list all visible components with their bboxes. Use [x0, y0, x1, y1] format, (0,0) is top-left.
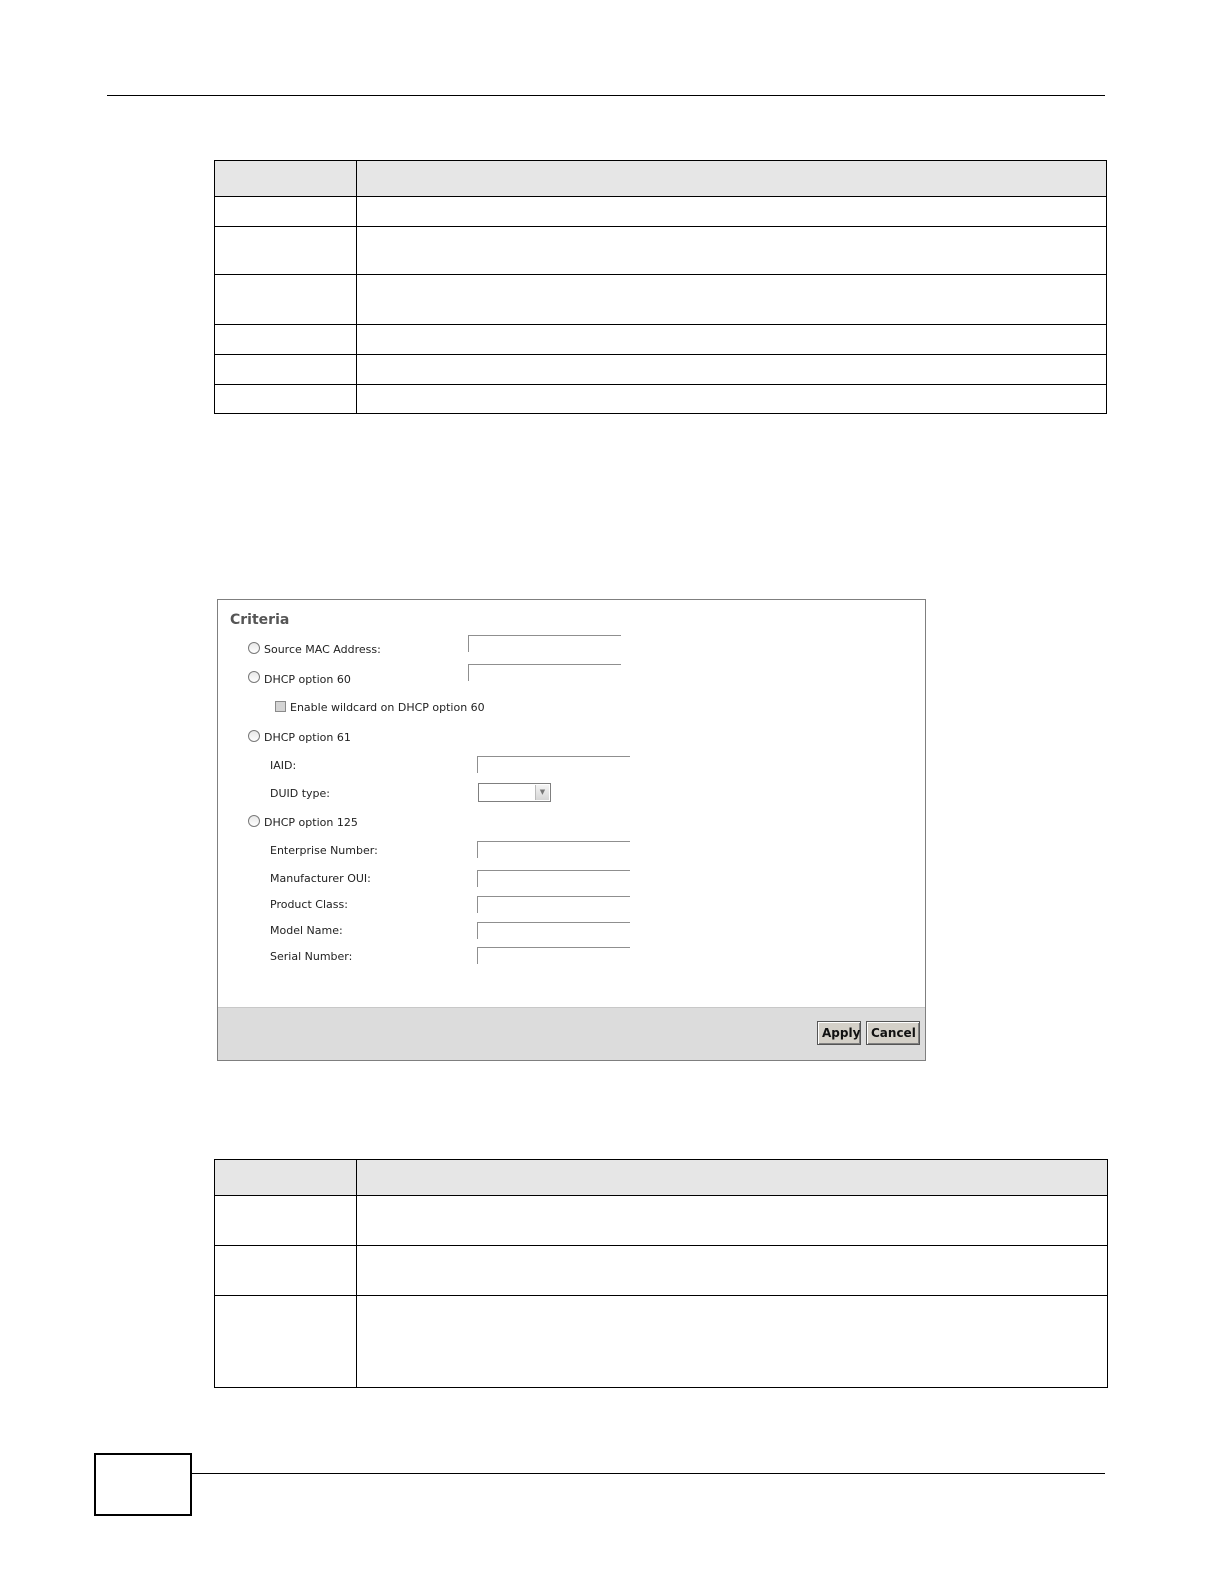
model-name-label: Model Name: — [270, 924, 343, 937]
dhcp61-label: DHCP option 61 — [264, 731, 351, 744]
table-row — [215, 275, 1107, 325]
chevron-down-icon[interactable]: ▼ — [535, 785, 549, 800]
manufacturer-oui-label: Manufacturer OUI: — [270, 872, 371, 885]
wildcard-label: Enable wildcard on DHCP option 60 — [290, 701, 485, 714]
duid-type-label: DUID type: — [270, 787, 331, 800]
bottom-table — [214, 1159, 1108, 1388]
iaid-label: IAID: — [270, 759, 297, 772]
product-class-label: Product Class: — [270, 898, 348, 911]
table-row — [215, 1296, 1108, 1388]
source-mac-label: Source MAC Address: — [264, 643, 381, 656]
header-rule — [107, 95, 1105, 96]
table-header-row — [215, 1160, 1108, 1196]
dhcp125-radio[interactable] — [248, 815, 260, 827]
enterprise-number-input[interactable] — [477, 841, 630, 858]
apply-button[interactable]: Apply — [817, 1021, 861, 1045]
table-row — [215, 1196, 1108, 1246]
model-name-input[interactable] — [477, 922, 630, 939]
dhcp125-label: DHCP option 125 — [264, 816, 358, 829]
page-number-box — [94, 1453, 192, 1516]
enterprise-number-label: Enterprise Number: — [270, 844, 378, 857]
footer-rule — [192, 1473, 1105, 1474]
dhcp60-input[interactable] — [468, 664, 621, 681]
iaid-input[interactable] — [477, 756, 630, 773]
dhcp61-radio[interactable] — [248, 730, 260, 742]
criteria-screen — [217, 599, 926, 1061]
criteria-title: Criteria — [230, 612, 290, 628]
wildcard-checkbox[interactable] — [275, 701, 286, 712]
serial-number-label: Serial Number: — [270, 950, 353, 963]
duid-type-select[interactable] — [478, 783, 551, 802]
source-mac-input[interactable] — [468, 635, 621, 652]
table-row — [215, 227, 1107, 275]
table-row — [215, 325, 1107, 355]
manufacturer-oui-input[interactable] — [477, 870, 630, 887]
table-row — [215, 385, 1107, 414]
dhcp60-label: DHCP option 60 — [264, 673, 351, 686]
table-row — [215, 355, 1107, 385]
button-bar — [218, 1007, 925, 1060]
serial-number-input[interactable] — [477, 947, 630, 964]
table-row — [215, 197, 1107, 227]
top-table — [214, 160, 1107, 414]
source-mac-radio[interactable] — [248, 642, 260, 654]
cancel-button[interactable]: Cancel — [866, 1021, 920, 1045]
table-header-row — [215, 161, 1107, 197]
product-class-input[interactable] — [477, 896, 630, 913]
dhcp60-radio[interactable] — [248, 671, 260, 683]
table-row — [215, 1246, 1108, 1296]
